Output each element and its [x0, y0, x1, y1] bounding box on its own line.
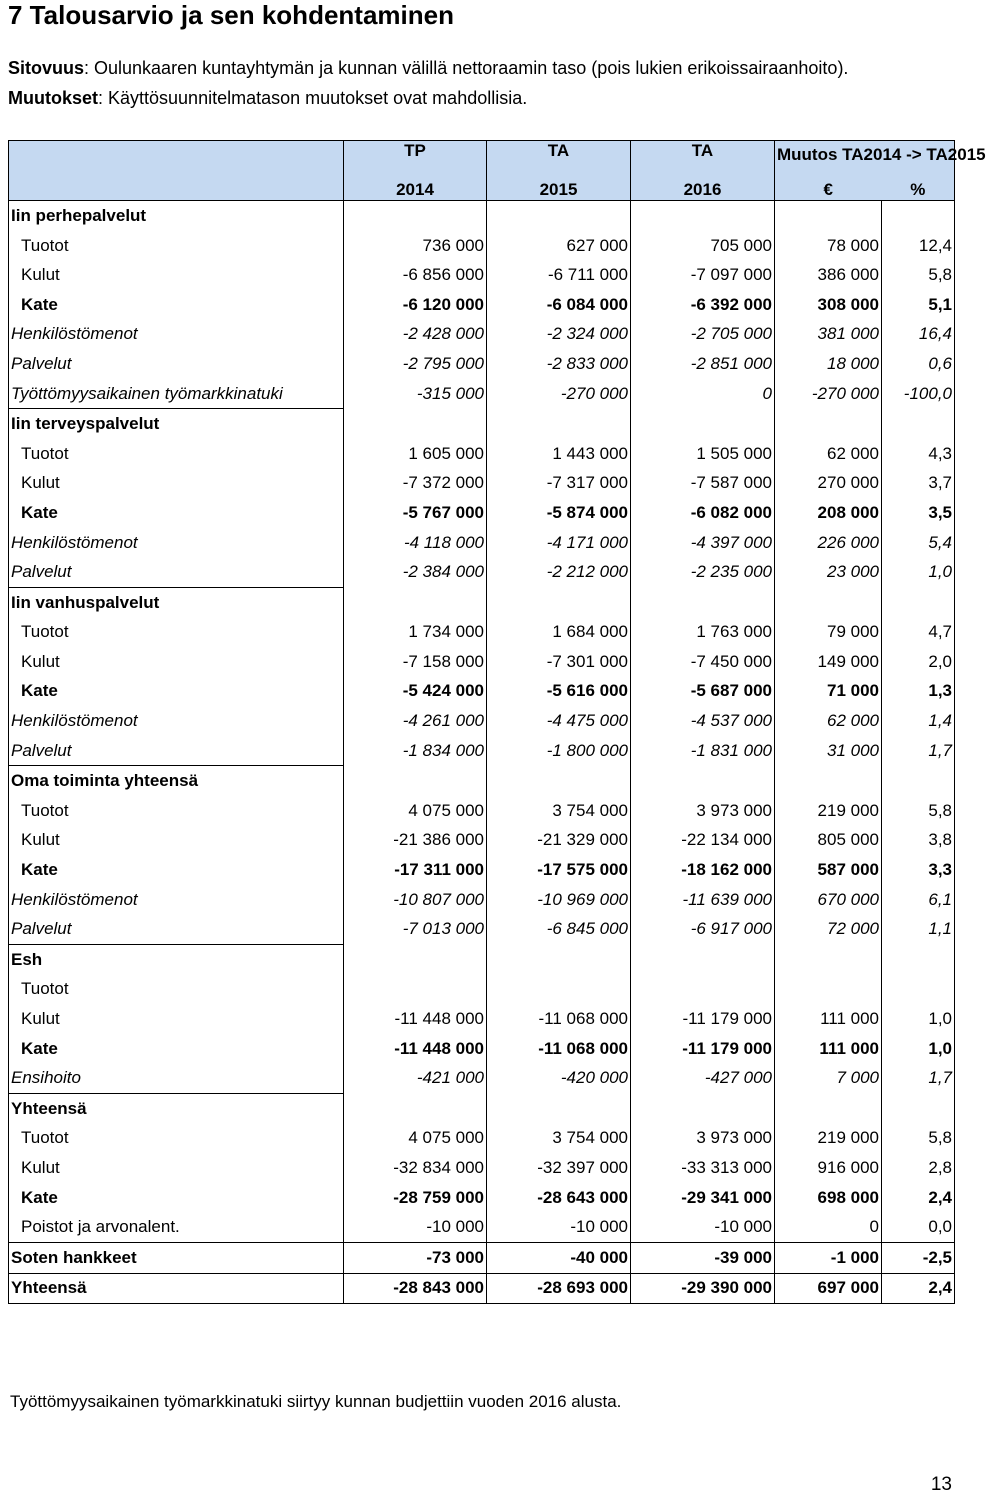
value-cell: 18 000	[775, 349, 882, 379]
table-row	[9, 1034, 955, 1064]
value-cell: 1,4	[882, 706, 955, 736]
value-cell: -10 000	[487, 1212, 631, 1242]
binding-description: : Oulunkaaren kuntayhtymän ja kunnan välillä nettoraamin taso (pois lukien erikoissairaanhoito).	[84, 58, 849, 78]
changes-label: Muutokset	[8, 88, 98, 108]
row-label: Kate	[9, 498, 344, 528]
value-cell: -5 767 000	[344, 498, 487, 528]
value-cell: 79 000	[775, 618, 882, 648]
table-row	[9, 1124, 955, 1154]
value-cell: -100,0	[882, 379, 955, 409]
value-cell: -6 120 000	[344, 290, 487, 320]
value-cell	[775, 975, 882, 1005]
value-cell: -1 834 000	[344, 736, 487, 766]
table-row	[9, 945, 955, 975]
value-cell: 1,7	[882, 736, 955, 766]
value-cell: -427 000	[631, 1063, 775, 1093]
value-cell: -7 372 000	[344, 469, 487, 499]
value-cell: -33 313 000	[631, 1153, 775, 1183]
value-cell: -2 851 000	[631, 349, 775, 379]
value-cell: 111 000	[775, 1004, 882, 1034]
value-cell: -7 158 000	[344, 647, 487, 677]
row-label: Henkilöstömenot	[9, 320, 344, 350]
value-cell: 1,0	[882, 1034, 955, 1064]
value-cell: -2,5	[882, 1242, 955, 1273]
value-cell: 72 000	[775, 914, 882, 944]
value-cell: -28 693 000	[487, 1273, 631, 1304]
row-label: Henkilöstömenot	[9, 706, 344, 736]
value-cell: -7 317 000	[487, 469, 631, 499]
table-row	[9, 1242, 955, 1273]
value-cell: 2,0	[882, 647, 955, 677]
value-cell	[631, 766, 775, 796]
value-cell	[344, 1094, 487, 1124]
row-label: Oma toiminta yhteensä	[9, 766, 344, 796]
value-cell	[775, 945, 882, 975]
value-cell: -4 118 000	[344, 528, 487, 558]
value-cell: 219 000	[775, 1124, 882, 1154]
value-cell: -40 000	[487, 1242, 631, 1273]
row-label: Tuotot	[9, 439, 344, 469]
changes-text	[8, 86, 527, 110]
row-label: Henkilöstömenot	[9, 528, 344, 558]
value-cell: 5,8	[882, 796, 955, 826]
header-cell-muutos: Muutos TA2014 -> TA2015	[775, 141, 955, 171]
table-row	[9, 1063, 955, 1093]
value-cell: -270 000	[775, 379, 882, 409]
value-cell: -5 687 000	[631, 677, 775, 707]
value-cell: 111 000	[775, 1034, 882, 1064]
table-row	[9, 766, 955, 796]
row-label: Kulut	[9, 1004, 344, 1034]
value-cell: 1 734 000	[344, 618, 487, 648]
table-row	[9, 1094, 955, 1124]
value-cell	[487, 766, 631, 796]
value-cell	[344, 409, 487, 439]
row-label: Palvelut	[9, 736, 344, 766]
row-label: Työttömyysaikainen työmarkkinatuki	[9, 379, 344, 409]
table-row	[9, 796, 955, 826]
row-label: Yhteensä	[9, 1094, 344, 1124]
value-cell: -28 643 000	[487, 1183, 631, 1213]
table-row	[9, 498, 955, 528]
value-cell: -22 134 000	[631, 826, 775, 856]
value-cell: -1 831 000	[631, 736, 775, 766]
row-label: Kulut	[9, 826, 344, 856]
value-cell: -21 329 000	[487, 826, 631, 856]
changes-description: : Käyttösuunnitelmatason muutokset ovat mahdollisia.	[98, 88, 528, 108]
value-cell: -11 448 000	[344, 1004, 487, 1034]
value-cell: -4 171 000	[487, 528, 631, 558]
value-cell: 1,3	[882, 677, 955, 707]
row-label: Palvelut	[9, 557, 344, 587]
value-cell: 381 000	[775, 320, 882, 350]
value-cell: -6 082 000	[631, 498, 775, 528]
value-cell: -7 301 000	[487, 647, 631, 677]
value-cell: 5,1	[882, 290, 955, 320]
value-cell: 736 000	[344, 231, 487, 261]
table-row	[9, 736, 955, 766]
row-label: Iin perhepalvelut	[9, 201, 344, 231]
value-cell: -1 800 000	[487, 736, 631, 766]
value-cell: 0	[775, 1212, 882, 1242]
value-cell: 2,8	[882, 1153, 955, 1183]
value-cell: 1 443 000	[487, 439, 631, 469]
row-label: Tuotot	[9, 796, 344, 826]
value-cell: -4 537 000	[631, 706, 775, 736]
value-cell: 0,6	[882, 349, 955, 379]
table-row	[9, 706, 955, 736]
row-label: Soten hankkeet	[9, 1242, 344, 1273]
value-cell	[775, 766, 882, 796]
row-label: Iin terveyspalvelut	[9, 409, 344, 439]
table-row	[9, 1183, 955, 1213]
value-cell	[487, 1094, 631, 1124]
value-cell	[631, 409, 775, 439]
value-cell: 71 000	[775, 677, 882, 707]
value-cell: 1 684 000	[487, 618, 631, 648]
table-row	[9, 557, 955, 587]
value-cell: 1,0	[882, 1004, 955, 1034]
value-cell: 1 605 000	[344, 439, 487, 469]
value-cell: 219 000	[775, 796, 882, 826]
value-cell	[775, 1094, 882, 1124]
row-label: Esh	[9, 945, 344, 975]
table-row	[9, 409, 955, 439]
value-cell: 3 754 000	[487, 796, 631, 826]
value-cell	[344, 975, 487, 1005]
row-label: Kulut	[9, 1153, 344, 1183]
value-cell: -7 450 000	[631, 647, 775, 677]
value-cell: 226 000	[775, 528, 882, 558]
binding-label: Sitovuus	[8, 58, 85, 78]
value-cell: -10 969 000	[487, 885, 631, 915]
value-cell: -2 235 000	[631, 557, 775, 587]
table-row	[9, 826, 955, 856]
value-cell: -11 179 000	[631, 1004, 775, 1034]
value-cell: -28 759 000	[344, 1183, 487, 1213]
value-cell: -11 068 000	[487, 1004, 631, 1034]
value-cell: -2 212 000	[487, 557, 631, 587]
header-cell-empty	[9, 171, 344, 201]
value-cell: 3 973 000	[631, 1124, 775, 1154]
value-cell: -6 917 000	[631, 914, 775, 944]
table-row	[9, 439, 955, 469]
row-label: Tuotot	[9, 231, 344, 261]
value-cell	[631, 945, 775, 975]
value-cell: -17 575 000	[487, 855, 631, 885]
header-cell-label	[9, 141, 344, 171]
header-year-2016: 2016	[631, 171, 775, 201]
value-cell: 587 000	[775, 855, 882, 885]
row-label: Palvelut	[9, 914, 344, 944]
value-cell	[882, 766, 955, 796]
value-cell: -6 392 000	[631, 290, 775, 320]
value-cell: 3,8	[882, 826, 955, 856]
table-row	[9, 260, 955, 290]
table-row	[9, 469, 955, 499]
page-number: 13	[930, 1474, 952, 1495]
value-cell: -2 324 000	[487, 320, 631, 350]
row-label: Henkilöstömenot	[9, 885, 344, 915]
value-cell	[882, 975, 955, 1005]
value-cell	[631, 975, 775, 1005]
value-cell: 23 000	[775, 557, 882, 587]
table-row	[9, 231, 955, 261]
value-cell: 31 000	[775, 736, 882, 766]
value-cell: 78 000	[775, 231, 882, 261]
value-cell: -4 397 000	[631, 528, 775, 558]
value-cell: -11 639 000	[631, 885, 775, 915]
table-row	[9, 647, 955, 677]
value-cell: -270 000	[487, 379, 631, 409]
value-cell: -32 397 000	[487, 1153, 631, 1183]
row-label: Tuotot	[9, 618, 344, 648]
header-cell-tp: TP	[344, 141, 487, 171]
value-cell: 670 000	[775, 885, 882, 915]
value-cell: -73 000	[344, 1242, 487, 1273]
header-euro: €	[775, 171, 882, 201]
value-cell	[487, 201, 631, 231]
value-cell: -39 000	[631, 1242, 775, 1273]
value-cell	[631, 201, 775, 231]
value-cell: 3,7	[882, 469, 955, 499]
value-cell: 705 000	[631, 231, 775, 261]
row-label: Tuotot	[9, 975, 344, 1005]
value-cell: 4,7	[882, 618, 955, 648]
value-cell	[631, 1094, 775, 1124]
value-cell: -10 000	[344, 1212, 487, 1242]
value-cell: 2,4	[882, 1273, 955, 1304]
value-cell: -5 424 000	[344, 677, 487, 707]
row-label: Kulut	[9, 469, 344, 499]
value-cell: -421 000	[344, 1063, 487, 1093]
header-cell-ta2015: TA	[487, 141, 631, 171]
value-cell	[487, 587, 631, 617]
table-row	[9, 587, 955, 617]
value-cell	[882, 945, 955, 975]
row-label: Kate	[9, 677, 344, 707]
value-cell: 270 000	[775, 469, 882, 499]
value-cell	[344, 766, 487, 796]
footnote: Työttömyysaikainen työmarkkinatuki siirtyy kunnan budjettiin vuoden 2016 alusta.	[10, 1392, 622, 1411]
value-cell: 3,5	[882, 498, 955, 528]
row-label: Kulut	[9, 260, 344, 290]
value-cell: -18 162 000	[631, 855, 775, 885]
value-cell	[487, 409, 631, 439]
value-cell: -11 448 000	[344, 1034, 487, 1064]
value-cell: 1 763 000	[631, 618, 775, 648]
value-cell: 3 973 000	[631, 796, 775, 826]
value-cell: -1 000	[775, 1242, 882, 1273]
table-row	[9, 914, 955, 944]
value-cell	[775, 201, 882, 231]
value-cell: 62 000	[775, 439, 882, 469]
value-cell: 7 000	[775, 1063, 882, 1093]
value-cell: 0,0	[882, 1212, 955, 1242]
value-cell: 12,4	[882, 231, 955, 261]
value-cell: 4,3	[882, 439, 955, 469]
table-row	[9, 855, 955, 885]
value-cell: -5 874 000	[487, 498, 631, 528]
table-row	[9, 1212, 955, 1242]
value-cell: 1 505 000	[631, 439, 775, 469]
value-cell: 627 000	[487, 231, 631, 261]
value-cell: -6 711 000	[487, 260, 631, 290]
table-row	[9, 290, 955, 320]
value-cell	[882, 201, 955, 231]
header-percent: %	[882, 171, 955, 201]
value-cell	[487, 945, 631, 975]
table-row	[9, 349, 955, 379]
value-cell: 1,0	[882, 557, 955, 587]
row-label: Iin vanhuspalvelut	[9, 587, 344, 617]
value-cell: -29 390 000	[631, 1273, 775, 1304]
value-cell: -11 179 000	[631, 1034, 775, 1064]
value-cell: -7 587 000	[631, 469, 775, 499]
row-label: Kulut	[9, 647, 344, 677]
value-cell: -6 084 000	[487, 290, 631, 320]
value-cell: 0	[631, 379, 775, 409]
value-cell: 5,4	[882, 528, 955, 558]
value-cell: 16,4	[882, 320, 955, 350]
table-header-row-1	[9, 141, 955, 171]
value-cell: -21 386 000	[344, 826, 487, 856]
value-cell: 1,7	[882, 1063, 955, 1093]
row-label: Yhteensä	[9, 1273, 344, 1304]
row-label: Kate	[9, 290, 344, 320]
value-cell: 386 000	[775, 260, 882, 290]
row-label: Kate	[9, 1034, 344, 1064]
value-cell: 5,8	[882, 260, 955, 290]
value-cell: 62 000	[775, 706, 882, 736]
row-label: Ensihoito	[9, 1063, 344, 1093]
row-label: Tuotot	[9, 1124, 344, 1154]
value-cell: 3 754 000	[487, 1124, 631, 1154]
value-cell: 697 000	[775, 1273, 882, 1304]
value-cell	[344, 587, 487, 617]
value-cell: 698 000	[775, 1183, 882, 1213]
table-row	[9, 201, 955, 231]
value-cell: -7 013 000	[344, 914, 487, 944]
value-cell: -5 616 000	[487, 677, 631, 707]
row-label: Kate	[9, 855, 344, 885]
value-cell: -6 845 000	[487, 914, 631, 944]
value-cell: -28 843 000	[344, 1273, 487, 1304]
value-cell: -10 000	[631, 1212, 775, 1242]
page-title: 7 Talousarvio ja sen kohdentaminen	[8, 0, 454, 30]
binding-level-text	[8, 56, 848, 80]
value-cell	[344, 201, 487, 231]
value-cell	[775, 409, 882, 439]
value-cell: -4 475 000	[487, 706, 631, 736]
header-cell-ta2016: TA	[631, 141, 775, 171]
table-body	[9, 201, 955, 1304]
value-cell	[882, 409, 955, 439]
table-row	[9, 528, 955, 558]
value-cell: 4 075 000	[344, 796, 487, 826]
value-cell: -29 341 000	[631, 1183, 775, 1213]
value-cell: 2,4	[882, 1183, 955, 1213]
value-cell: -10 807 000	[344, 885, 487, 915]
value-cell: 805 000	[775, 826, 882, 856]
table-header-row-2	[9, 171, 955, 201]
row-label: Kate	[9, 1183, 344, 1213]
value-cell: 308 000	[775, 290, 882, 320]
table-row	[9, 677, 955, 707]
value-cell	[882, 1094, 955, 1124]
row-label: Poistot ja arvonalent.	[9, 1212, 344, 1242]
value-cell: -2 795 000	[344, 349, 487, 379]
value-cell	[487, 975, 631, 1005]
value-cell	[344, 945, 487, 975]
row-label: Palvelut	[9, 349, 344, 379]
value-cell: -6 856 000	[344, 260, 487, 290]
value-cell: -7 097 000	[631, 260, 775, 290]
value-cell: -32 834 000	[344, 1153, 487, 1183]
value-cell: -4 261 000	[344, 706, 487, 736]
value-cell: 149 000	[775, 647, 882, 677]
value-cell: 6,1	[882, 885, 955, 915]
value-cell: -17 311 000	[344, 855, 487, 885]
value-cell: 4 075 000	[344, 1124, 487, 1154]
table-row	[9, 975, 955, 1005]
value-cell: -315 000	[344, 379, 487, 409]
table-row	[9, 1273, 955, 1304]
value-cell: -2 384 000	[344, 557, 487, 587]
value-cell: 916 000	[775, 1153, 882, 1183]
value-cell: 5,8	[882, 1124, 955, 1154]
value-cell: -11 068 000	[487, 1034, 631, 1064]
value-cell: 1,1	[882, 914, 955, 944]
table-row	[9, 1153, 955, 1183]
value-cell: 208 000	[775, 498, 882, 528]
value-cell	[882, 587, 955, 617]
table-row	[9, 379, 955, 409]
value-cell	[775, 587, 882, 617]
table-row	[9, 885, 955, 915]
header-year-2015: 2015	[487, 171, 631, 201]
table-row	[9, 320, 955, 350]
value-cell	[631, 587, 775, 617]
value-cell: 3,3	[882, 855, 955, 885]
table-row	[9, 1004, 955, 1034]
value-cell: -2 705 000	[631, 320, 775, 350]
value-cell: -2 428 000	[344, 320, 487, 350]
budget-table	[8, 140, 986, 1304]
header-year-2014: 2014	[344, 171, 487, 201]
value-cell: -2 833 000	[487, 349, 631, 379]
value-cell: -420 000	[487, 1063, 631, 1093]
table-row	[9, 618, 955, 648]
